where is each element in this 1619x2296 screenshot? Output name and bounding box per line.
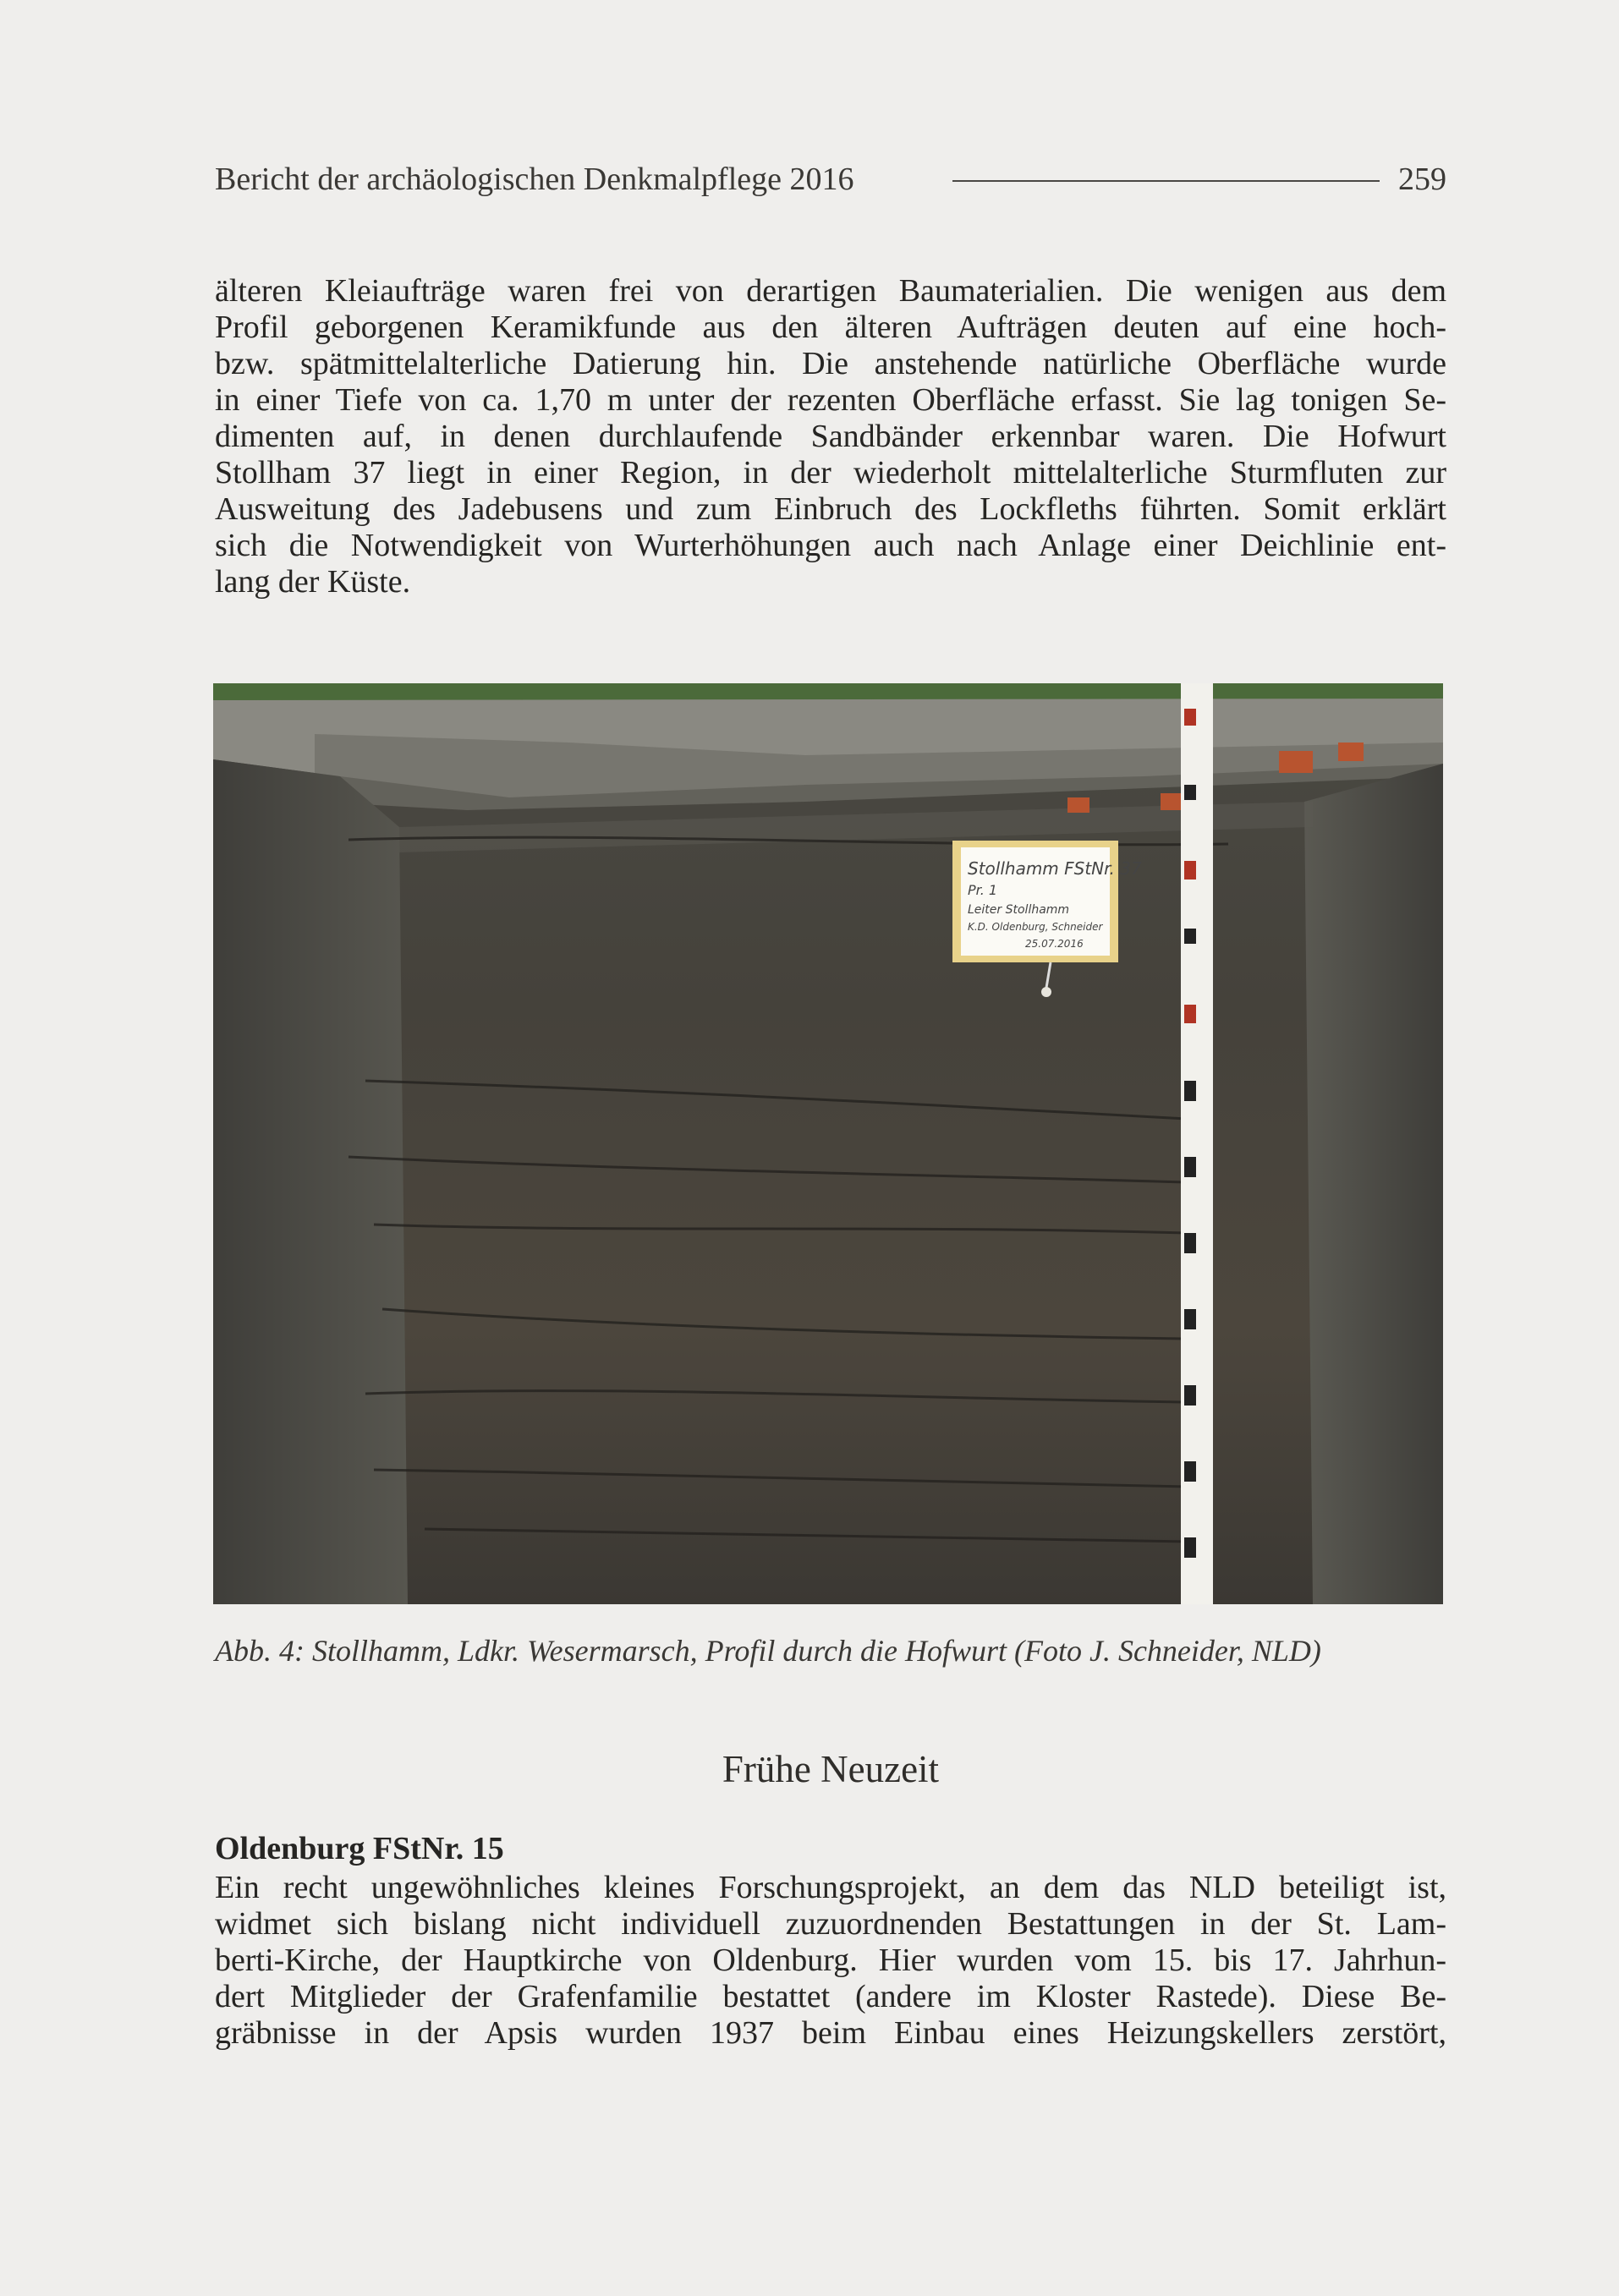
running-header-title: Bericht der archäologischen Denkmalpflege 2016 <box>215 162 854 197</box>
intro-line: bzw. spätmittelalterliche Datierung hin. Die anstehende natürliche Oberfläche wurde <box>215 346 1446 381</box>
body-line: Ein recht ungewöhnliches kleines Forschungsprojekt, an dem das NLD beteiligt ist, <box>215 1870 1446 1905</box>
intro-line: Profil geborgenen Keramikfunde aus den älteren Aufträgen deuten auf eine hoch- <box>215 310 1446 345</box>
intro-paragraph <box>215 273 1446 600</box>
label-card-line: K.D. Oldenburg, Schneider <box>968 921 1103 933</box>
page-number: 259 <box>1398 162 1446 197</box>
body-paragraph <box>215 1870 1446 2052</box>
running-header <box>215 154 1446 205</box>
section-heading: Frühe Neuzeit <box>722 1748 940 1790</box>
body-line: dert Mitglieder der Grafenfamilie bestattet (andere im Kloster Rastede). Diese Be- <box>215 1979 1446 2014</box>
label-card-line: Leiter Stollhamm <box>968 903 1070 917</box>
label-card-line: Pr. 1 <box>968 882 998 898</box>
profile-photo <box>213 683 1443 1604</box>
intro-line: älteren Kleiaufträge waren frei von derartigen Baumaterialien. Die wenigen aus dem <box>215 273 1446 309</box>
body-line: widmet sich bislang nicht individuell zuzuordnenden Bestattungen in der St. Lam- <box>215 1906 1446 1942</box>
header-rule <box>952 180 1380 182</box>
body-line: berti-Kirche, der Hauptkirche von Oldenburg. Hier wurden vom 15. bis 17. Jahrhun- <box>215 1943 1446 1978</box>
intro-line: sich die Notwendigkeit von Wurterhöhungen auch nach Anlage einer Deichlinie ent- <box>215 528 1446 563</box>
body-line: gräbnisse in der Apsis wurden 1937 beim Einbau eines Heizungskellers zerstört, <box>215 2015 1446 2051</box>
intro-line: dimenten auf, in denen durchlaufende Sandbänder erkennbar waren. Die Hofwurt <box>215 419 1446 454</box>
intro-line: Ausweitung des Jadebusens und zum Einbruch des Lockfleths führten. Somit erklärt <box>215 491 1446 527</box>
intro-line: Stollham 37 liegt in einer Region, in der wiederholt mittelalterliche Sturmfluten zur <box>215 455 1446 490</box>
site-heading: Oldenburg FStNr. 15 <box>215 1831 504 1866</box>
label-card-line: Stollhamm FStNr. 37 <box>968 858 1142 879</box>
label-card-line: 25.07.2016 <box>1025 938 1084 950</box>
figure-caption: Abb. 4: Stollhamm, Ldkr. Wesermarsch, Profil durch die Hofwurt (Foto J. Schneider, NLD) <box>215 1634 1321 1668</box>
intro-line: lang der Küste. <box>215 564 411 600</box>
intro-line: in einer Tiefe von ca. 1,70 m unter der rezenten Oberfläche erfasst. Sie lag tonigen Se- <box>215 382 1446 418</box>
